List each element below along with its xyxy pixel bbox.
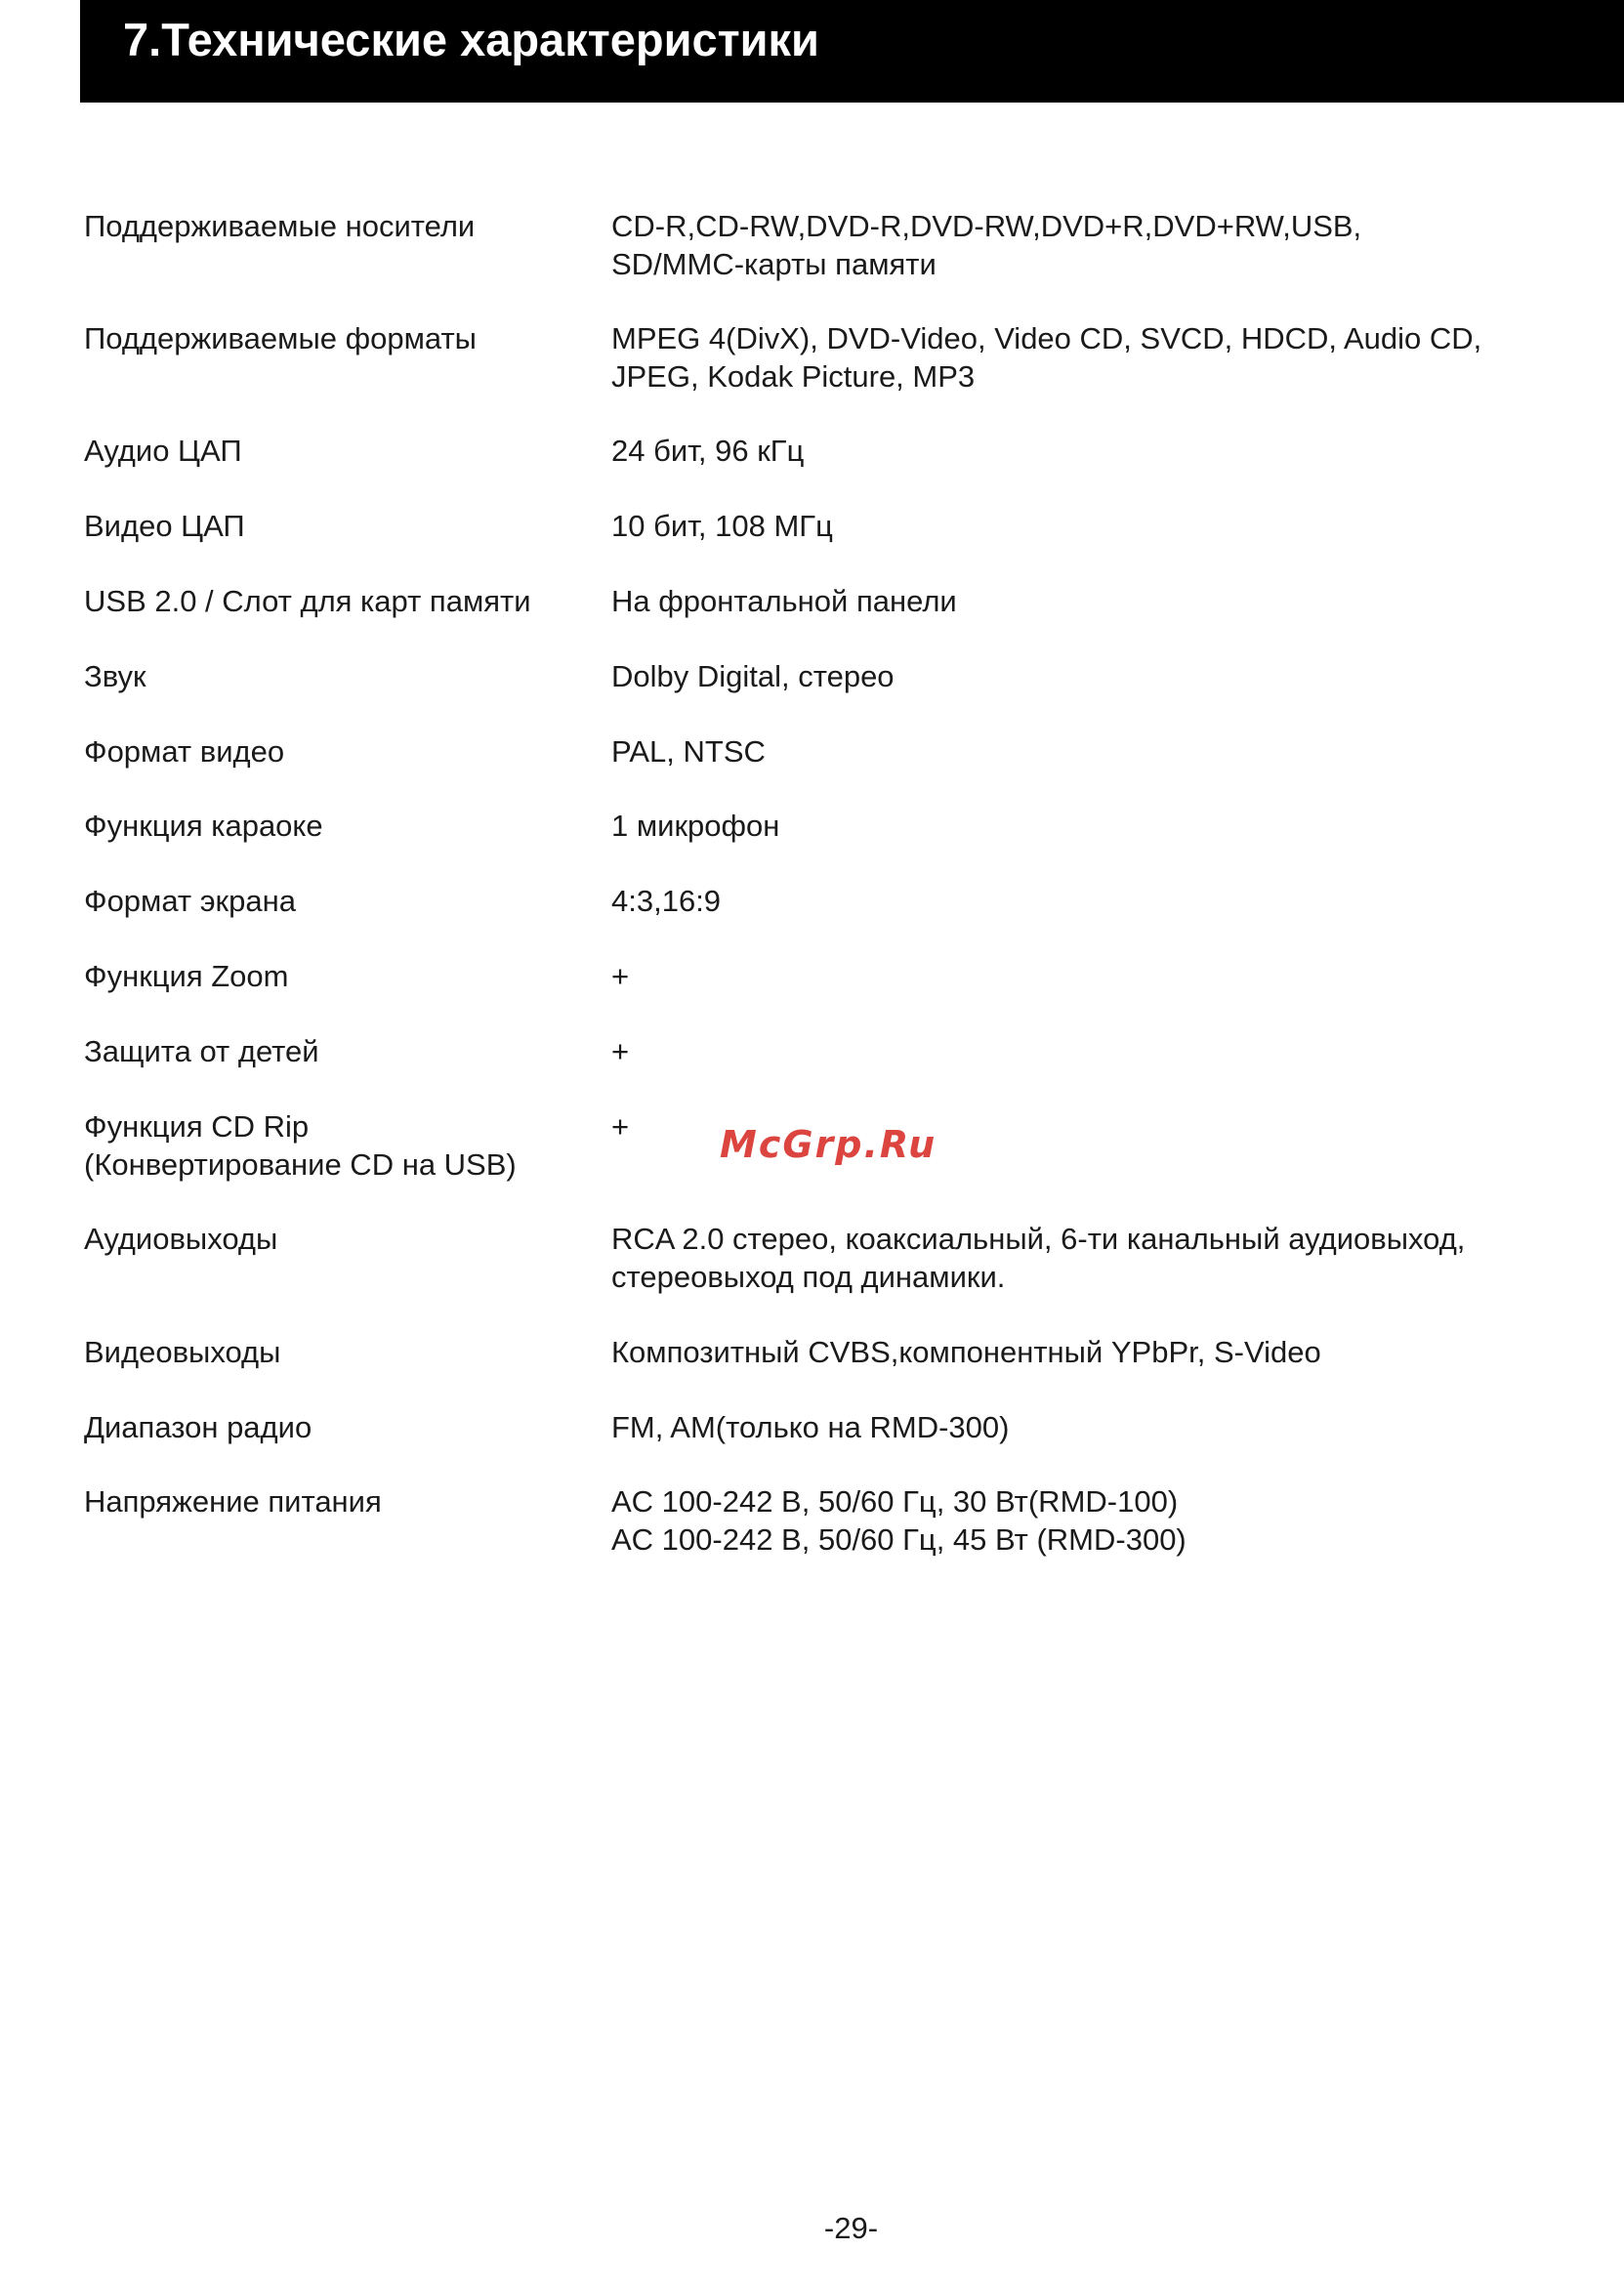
spec-label: Диапазон радио bbox=[84, 1410, 312, 1444]
spec-label: USB 2.0 / Слот для карт памяти bbox=[84, 584, 531, 618]
spec-label: Формат видео bbox=[84, 734, 285, 769]
spec-value: На фронтальной панели bbox=[611, 584, 957, 618]
spec-label: Поддерживаемые форматы bbox=[84, 321, 477, 355]
spec-label: Аудиовыходы bbox=[84, 1222, 278, 1256]
spec-label: Защита от детей bbox=[84, 1034, 319, 1068]
spec-value: + bbox=[611, 1109, 630, 1144]
spec-value: 1 микрофон bbox=[611, 809, 780, 843]
spec-label: Формат экрана bbox=[84, 884, 296, 918]
spec-value: + bbox=[611, 959, 630, 993]
spec-value: + bbox=[611, 1034, 630, 1068]
spec-label: Функция Zoom bbox=[84, 959, 289, 993]
page-number: -29- bbox=[823, 2211, 879, 2245]
spec-value: Dolby Digital, стерео bbox=[611, 659, 895, 693]
spec-label: Напряжение питания bbox=[84, 1484, 382, 1519]
section-header-bar bbox=[80, 0, 1624, 103]
spec-label: Поддерживаемые носители bbox=[84, 209, 476, 243]
spec-label: Аудио ЦАП bbox=[84, 434, 242, 468]
watermark-text: McGrp.Ru bbox=[720, 1123, 937, 1166]
spec-label: Звук bbox=[84, 659, 146, 693]
spec-label: Видеовыходы bbox=[84, 1335, 281, 1369]
spec-value: Композитный CVBS,компонентный YPbPr, S-Video bbox=[611, 1335, 1321, 1369]
spec-value: FM, AM(только на RMD-300) bbox=[611, 1410, 1010, 1444]
spec-value: 10 бит, 108 МГц bbox=[611, 509, 833, 543]
spec-label: Функция CD Rip (Конвертирование CD на USB) bbox=[84, 1109, 517, 1182]
spec-label: Видео ЦАП bbox=[84, 509, 245, 543]
spec-value: 4:3,16:9 bbox=[611, 884, 722, 918]
spec-label: Функция караоке bbox=[84, 809, 323, 843]
spec-value: AC 100-242 В, 50/60 Гц, 30 Вт(RMD-100) AC 100-242 В, 50/60 Гц, 45 Вт (RMD-300) bbox=[611, 1484, 1187, 1557]
spec-value: RCA 2.0 стерео, коаксиальный, 6-ти канальный аудиовыход, стереовыход под динамики. bbox=[611, 1222, 1466, 1294]
section-title: 7.Технические характеристики bbox=[123, 14, 819, 65]
spec-value: MPEG 4(DivX), DVD-Video, Video CD, SVCD, HDCD, Audio CD, JPEG, Kodak Picture, MP3 bbox=[611, 321, 1482, 394]
spec-value: PAL, NTSC bbox=[611, 734, 766, 769]
spec-value: CD-R,CD-RW,DVD-R,DVD-RW,DVD+R,DVD+RW,USB, SD/MMC-карты памяти bbox=[611, 209, 1362, 281]
spec-value: 24 бит, 96 кГц bbox=[611, 434, 805, 468]
